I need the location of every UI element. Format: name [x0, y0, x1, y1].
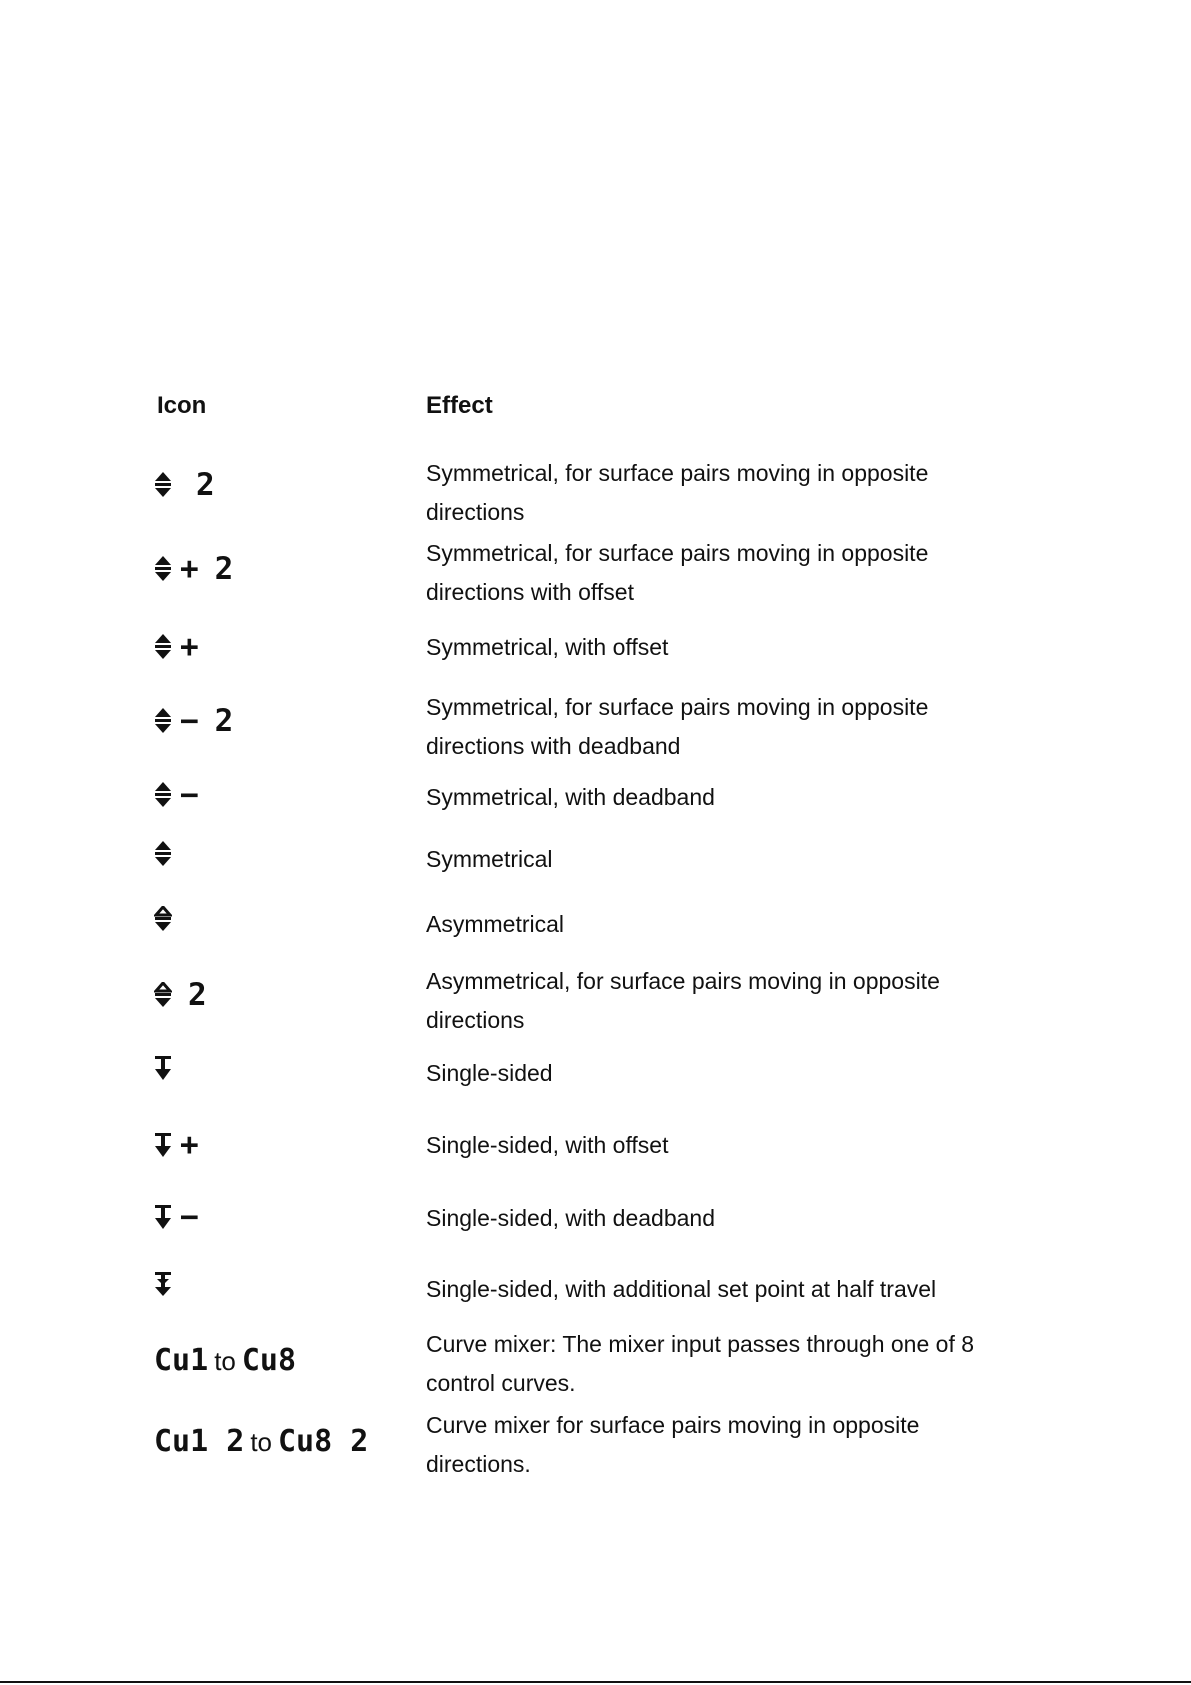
effect-text: Symmetrical, with offset — [426, 634, 669, 660]
effect-text: Symmetrical — [426, 846, 553, 872]
icon-cell — [154, 1055, 172, 1081]
icon-cell: − — [154, 777, 199, 813]
symmetrical-arrows-icon — [154, 708, 172, 734]
symmetrical-arrows-icon — [154, 782, 172, 808]
effect-text: Single-sided, with offset — [426, 1132, 669, 1158]
icon-cell: − — [154, 1199, 199, 1235]
icon-cell: + — [154, 1127, 199, 1163]
curve-mixer-icon-cell: Cu1 2 to Cu8 2 — [154, 1424, 369, 1459]
icon-cell — [154, 841, 172, 867]
single-sided-arrow-icon — [154, 1055, 172, 1081]
single-sided-arrow-icon — [154, 1204, 172, 1230]
symmetrical-arrows-icon — [154, 841, 172, 867]
effect-text: Curve mixer: The mixer input passes through one of 8 control curves. — [426, 1331, 975, 1396]
icon-cell: 2 — [154, 467, 215, 503]
icon-cell: + — [154, 629, 199, 665]
icon-cell — [154, 1271, 172, 1297]
column-header-icon: Icon — [157, 392, 207, 419]
icon-cell: 2 — [154, 977, 207, 1013]
effect-text: Single-sided — [426, 1060, 553, 1086]
effect-text: Symmetrical, with deadband — [426, 784, 715, 810]
curve-mixer-icon-cell: Cu1 to Cu8 — [154, 1343, 297, 1378]
effect-text: Single-sided, with additional set point at half travel — [426, 1276, 937, 1302]
effect-text: Curve mixer for surface pairs moving in opposite directions. — [426, 1412, 920, 1477]
bottom-rule — [0, 1681, 1191, 1683]
effect-text: Asymmetrical — [426, 911, 565, 937]
asymmetrical-arrows-icon — [154, 906, 172, 932]
effect-text: Symmetrical, for surface pairs moving in opposite directions with deadband — [426, 694, 929, 759]
single-sided-arrow-icon — [154, 1132, 172, 1158]
icon-cell: + 2 — [154, 551, 233, 587]
column-header-effect: Effect — [426, 392, 493, 419]
effect-text: Symmetrical, for surface pairs moving in opposite directions with offset — [426, 540, 929, 605]
effect-text: Single-sided, with deadband — [426, 1205, 715, 1231]
symmetrical-arrows-icon — [154, 472, 172, 498]
icon-cell — [154, 906, 172, 932]
asymmetrical-arrows-icon — [154, 982, 172, 1008]
single-sided-setpoint-icon — [154, 1271, 172, 1297]
symmetrical-arrows-icon — [154, 634, 172, 660]
icon-cell: − 2 — [154, 703, 233, 739]
effect-text: Asymmetrical, for surface pairs moving in opposite directions — [426, 968, 940, 1033]
effect-text: Symmetrical, for surface pairs moving in opposite directions — [426, 460, 929, 525]
symmetrical-arrows-icon — [154, 556, 172, 582]
